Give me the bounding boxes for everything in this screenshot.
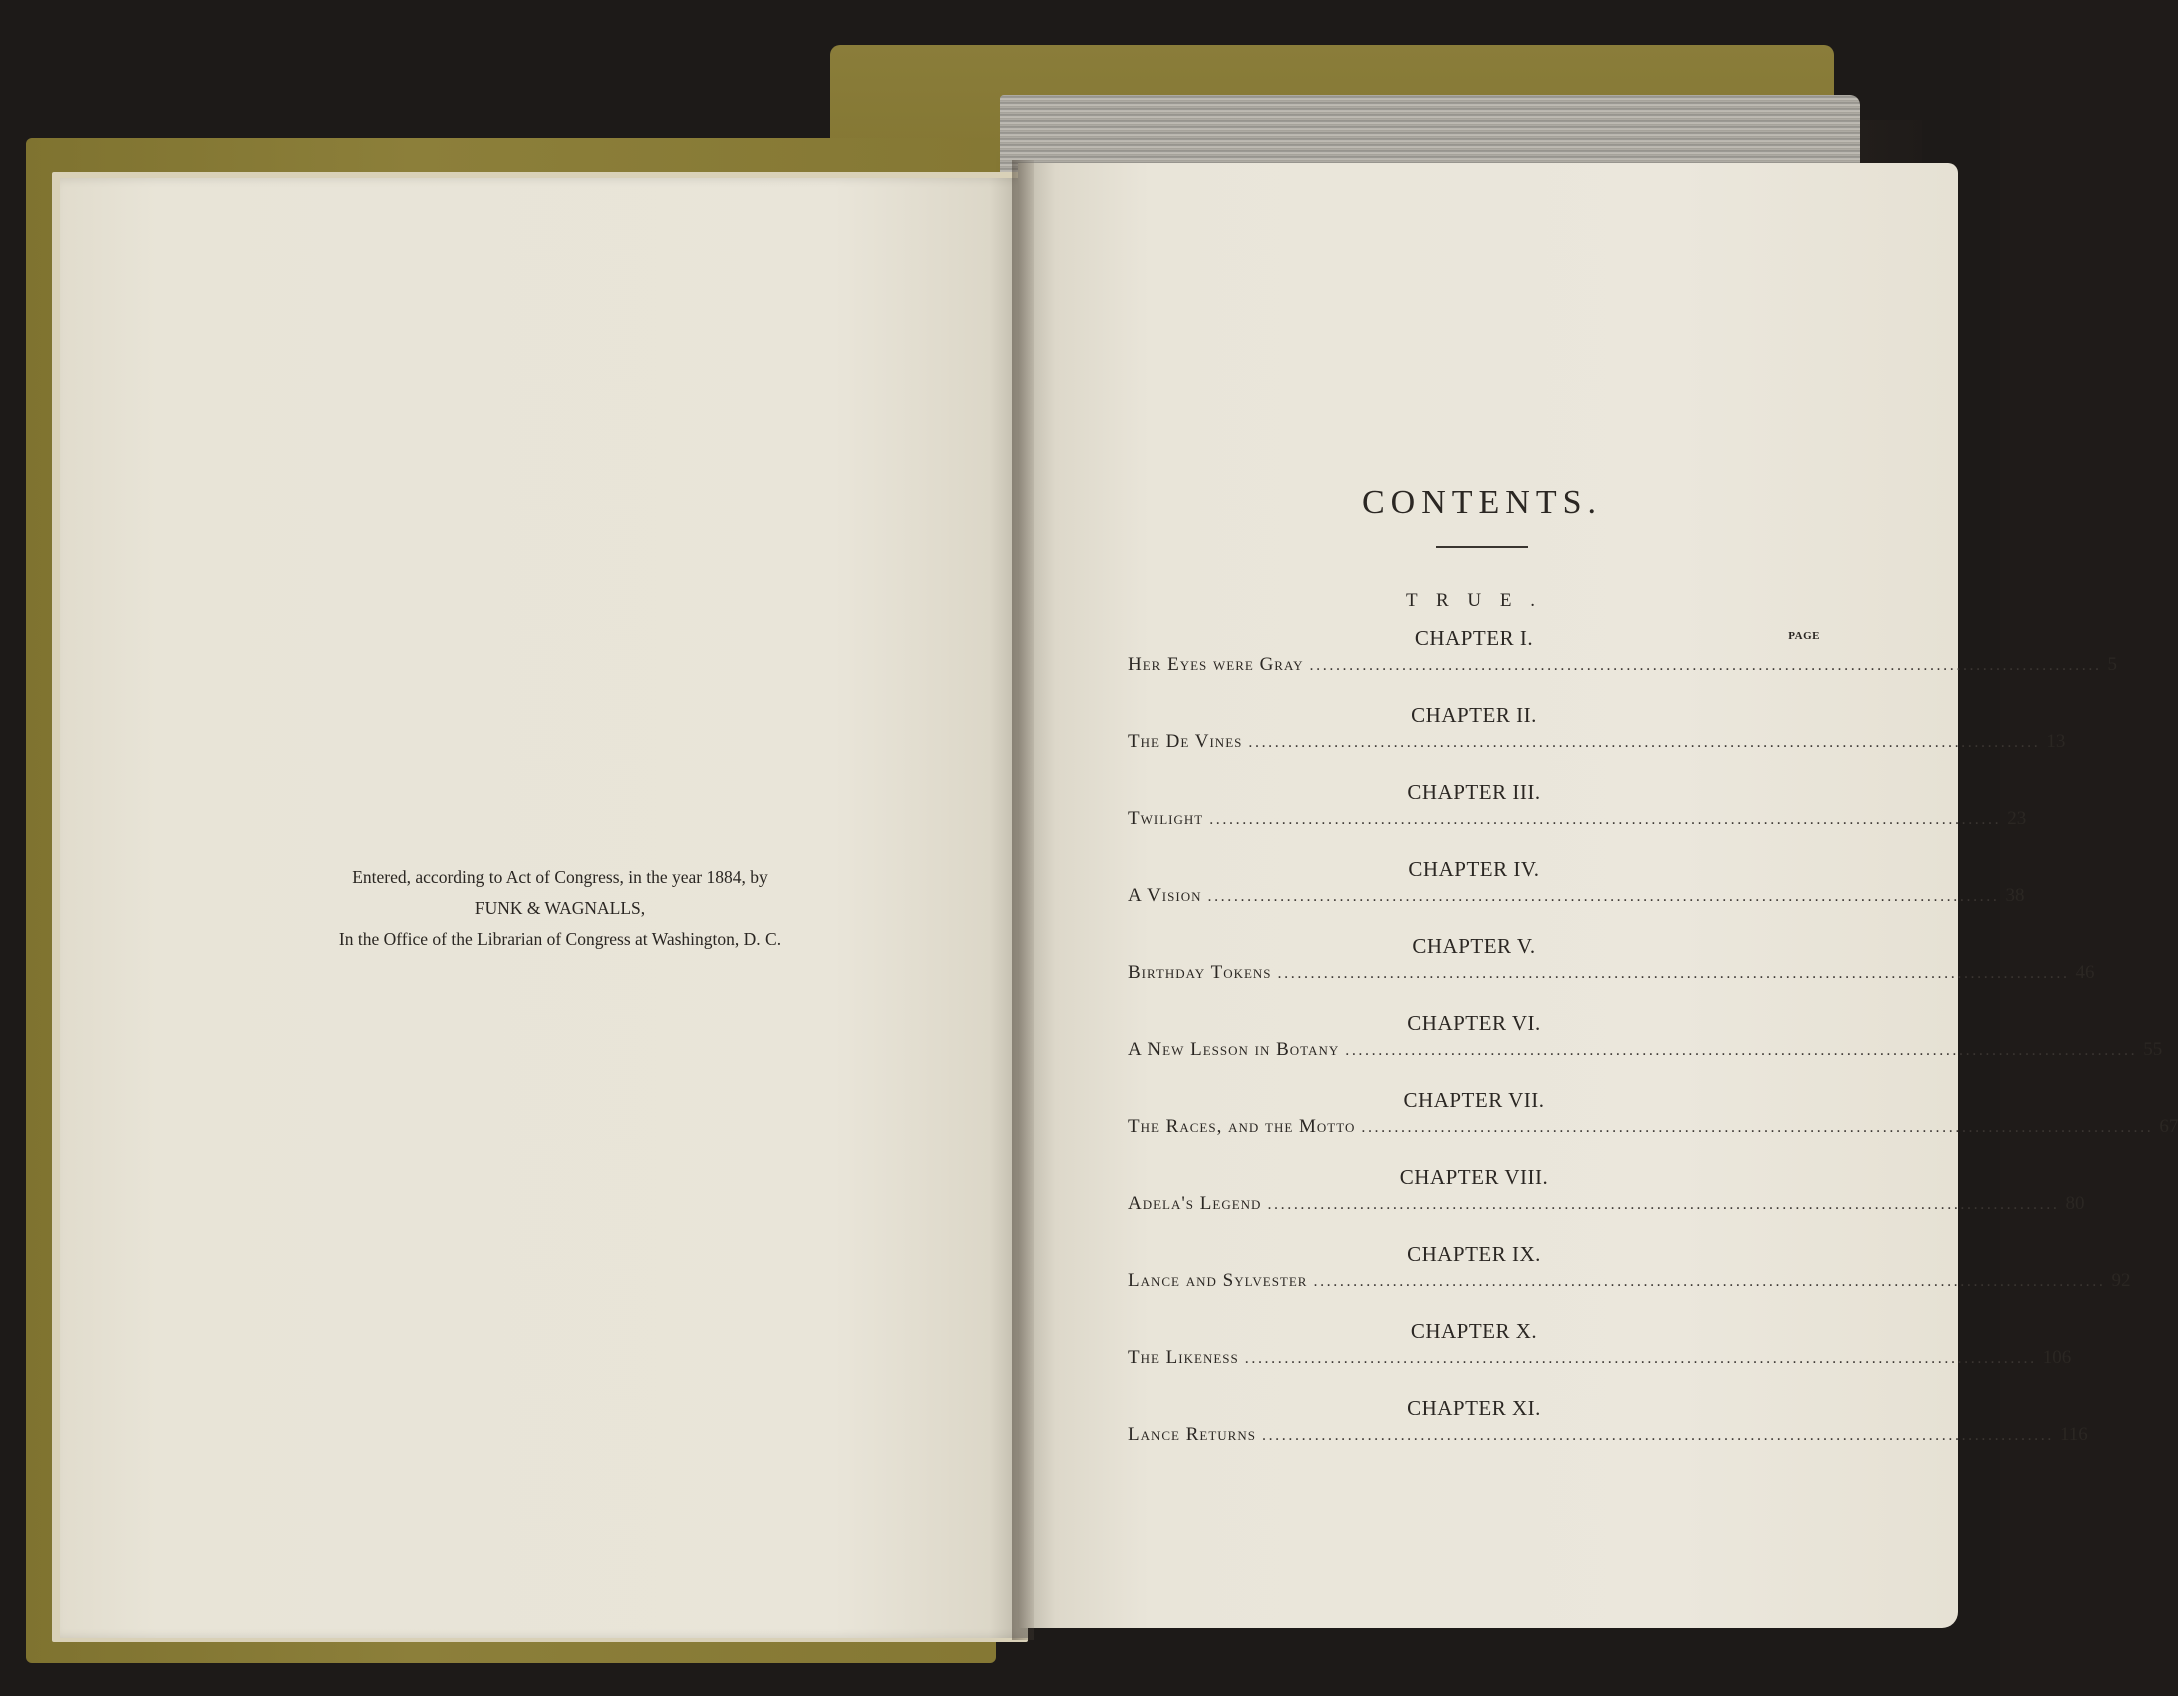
chapter-entry bbox=[1128, 1163, 2085, 1240]
chapter-heading: CHAPTER I. bbox=[1414, 626, 1534, 650]
chapter-title: Adela's Legend bbox=[1128, 1193, 1262, 1214]
dot-leader: ........................................................................................................................ bbox=[1209, 811, 2002, 828]
chapter-page-number: 80 bbox=[2065, 1193, 2085, 1214]
dot-leader: ........................................................................................................................ bbox=[1309, 657, 2102, 674]
dot-leader: ........................................................................................................................ bbox=[1313, 1273, 2106, 1290]
chapter-line bbox=[1128, 652, 2118, 678]
table-of-contents bbox=[1128, 480, 2178, 1471]
chapter-line bbox=[1128, 1268, 2131, 1294]
chapter-heading: CHAPTER VI. bbox=[1407, 1011, 1541, 1035]
copyright-line: In the Office of the Librarian of Congress at Washington, D. C. bbox=[338, 929, 782, 949]
chapter-title: The De Vines bbox=[1128, 731, 1243, 752]
dot-leader: ........................................................................................................................ bbox=[1261, 1427, 2054, 1444]
chapter-entry bbox=[1128, 1009, 2163, 1086]
chapter-entry bbox=[1128, 1317, 2072, 1394]
chapter-line bbox=[1128, 1037, 2163, 1063]
chapter-page-number: 116 bbox=[2059, 1424, 2088, 1445]
chapter-heading: CHAPTER VIII. bbox=[1399, 1165, 1549, 1189]
chapter-heading: CHAPTER III. bbox=[1407, 780, 1541, 804]
page-column-label: PAGE bbox=[1788, 630, 1820, 642]
chapter-page-number: 46 bbox=[2075, 962, 2095, 983]
chapter-heading: CHAPTER IV. bbox=[1408, 857, 1540, 881]
chapter-line bbox=[1128, 1422, 2088, 1448]
chapter-page-number: 23 bbox=[2007, 808, 2027, 829]
copyright-line: FUNK & WAGNALLS, bbox=[474, 898, 646, 918]
chapter-heading: CHAPTER IX. bbox=[1407, 1242, 1541, 1266]
chapter-line bbox=[1128, 1114, 2178, 1140]
chapter-line bbox=[1128, 806, 2027, 832]
chapter-title: The Likeness bbox=[1128, 1347, 1239, 1368]
chapter-entry bbox=[1128, 778, 2027, 855]
chapter-heading: CHAPTER VII. bbox=[1403, 1088, 1545, 1112]
chapter-title: Her Eyes were Gray bbox=[1128, 654, 1304, 675]
chapter-page-number: 67 bbox=[2159, 1116, 2178, 1137]
page-block-edges bbox=[1000, 95, 1860, 173]
dot-leader: ........................................................................................................................ bbox=[1277, 965, 2070, 982]
chapter-page-number: 5 bbox=[2107, 654, 2118, 675]
chapter-heading: CHAPTER V. bbox=[1412, 934, 1536, 958]
dot-leader: ........................................................................................................................ bbox=[1248, 734, 2041, 751]
contents-title: CONTENTS. bbox=[1361, 484, 1603, 521]
chapter-entry bbox=[1128, 624, 2118, 701]
dot-leader: ........................................................................................................................ bbox=[1345, 1042, 2138, 1059]
title-rule bbox=[1436, 546, 1528, 548]
chapter-entry bbox=[1128, 932, 2095, 1009]
copyright-line: Entered, according to Act of Congress, in the year 1884, by bbox=[352, 867, 768, 887]
chapter-page-number: 13 bbox=[2046, 731, 2066, 752]
chapter-line bbox=[1128, 1345, 2072, 1371]
chapter-line bbox=[1128, 729, 2066, 755]
chapter-title: Lance and Sylvester bbox=[1128, 1270, 1308, 1291]
chapter-list bbox=[1128, 624, 2178, 1471]
chapter-title: A New Lesson in Botany bbox=[1128, 1039, 1340, 1060]
section-title: T R U E . bbox=[1405, 590, 1542, 611]
chapter-heading: CHAPTER X. bbox=[1410, 1319, 1538, 1343]
chapter-line bbox=[1128, 883, 2025, 909]
chapter-heading: CHAPTER XI. bbox=[1407, 1396, 1541, 1420]
chapter-title: A Vision bbox=[1128, 885, 1202, 906]
chapter-page-number: 38 bbox=[2005, 885, 2025, 906]
book-gutter bbox=[1012, 160, 1034, 1640]
dot-leader: ........................................................................................................................ bbox=[1361, 1119, 2154, 1136]
chapter-entry bbox=[1128, 1240, 2131, 1317]
dot-leader: ........................................................................................................................ bbox=[1207, 888, 2000, 905]
chapter-entry bbox=[1128, 1086, 2178, 1163]
dot-leader: ........................................................................................................................ bbox=[1267, 1196, 2060, 1213]
chapter-line bbox=[1128, 1191, 2085, 1217]
chapter-page-number: 55 bbox=[2143, 1039, 2163, 1060]
chapter-title: Birthday Tokens bbox=[1128, 962, 1272, 983]
chapter-entry bbox=[1128, 1394, 2088, 1471]
chapter-entry bbox=[1128, 855, 2025, 932]
copyright-notice bbox=[270, 862, 850, 955]
chapter-title: Lance Returns bbox=[1128, 1424, 1256, 1445]
chapter-entry bbox=[1128, 701, 2066, 778]
chapter-heading: CHAPTER II. bbox=[1411, 703, 1537, 727]
chapter-page-number: 106 bbox=[2042, 1347, 2072, 1368]
chapter-line bbox=[1128, 960, 2095, 986]
dot-leader: ........................................................................................................................ bbox=[1244, 1350, 2037, 1367]
chapter-page-number: 92 bbox=[2111, 1270, 2131, 1291]
chapter-title: Twilight bbox=[1128, 808, 1204, 829]
chapter-title: The Races, and the Motto bbox=[1128, 1116, 1356, 1137]
